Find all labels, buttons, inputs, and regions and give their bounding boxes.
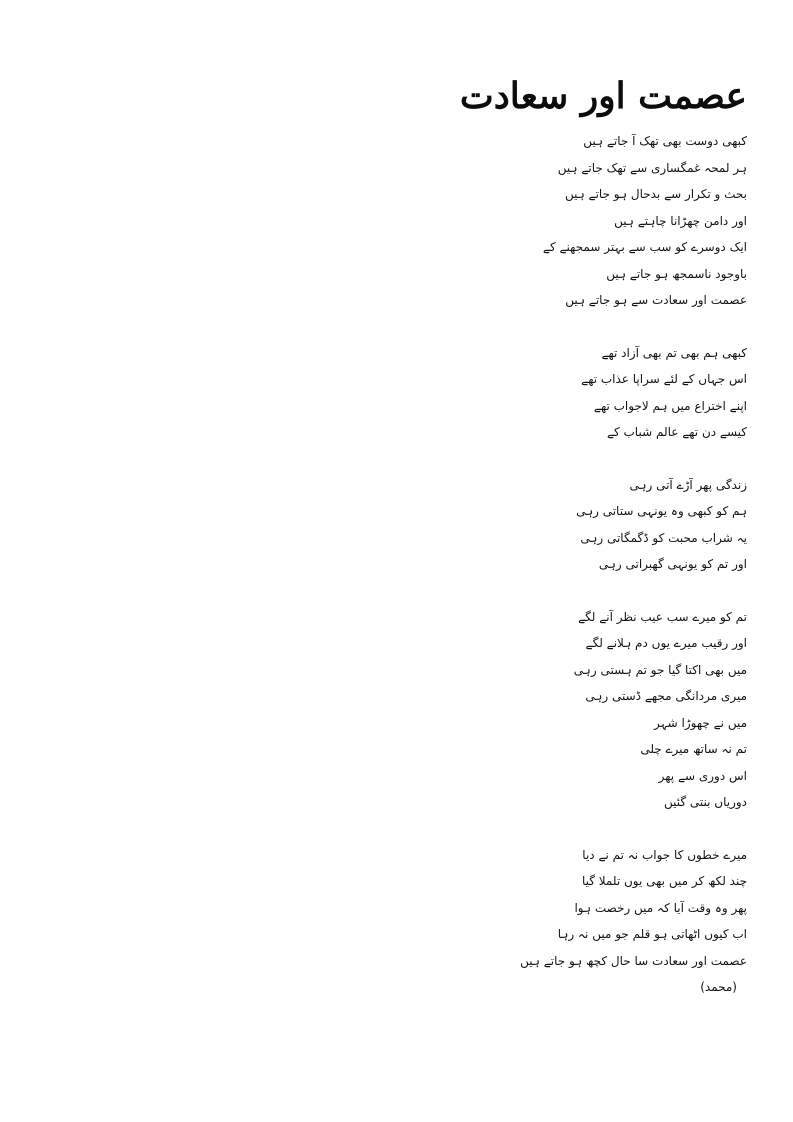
poem-line: بحث و تکرار سے بدحال ہو جاتے ہیں (564, 187, 747, 201)
poem-line: اپنے اختراع میں ہم لاجواب تھے (593, 398, 747, 413)
stanza-2 (447, 340, 747, 446)
poem-line: دوریاں بنتی گئیں (663, 795, 747, 809)
poem-line: ہم کو کبھی وہ یونہی ستاتی رہی (576, 504, 747, 518)
poem-line: تم نہ ساتھ میرے چلی (640, 742, 747, 756)
poem-line: میں بھی اکتا گیا جو تم ہستی رہی (573, 662, 747, 677)
poem-line: میرے خطوں کا جواب نہ تم نے دیا (582, 847, 747, 862)
poem-line: ایک دوسرے کو سب سے بہتر سمجھنے کے (542, 240, 747, 254)
poem-line: میری مردانگی مجھے ڈستی رہی (585, 689, 747, 703)
poem-line: اس دوری سے پھر (658, 768, 747, 783)
stanza-5 (447, 842, 747, 975)
author-signature: (محمد) (700, 980, 737, 994)
poem-line: میں نے چھوڑا شہر (654, 715, 747, 730)
poem-title: عصمت اور سعادت (459, 75, 747, 117)
poem-line: کیسے دن تھے عالم شباب کے (606, 425, 747, 439)
stanza-1 (447, 128, 747, 314)
poem (447, 70, 747, 1000)
poem-line: اور دامن چھڑانا چاہتے ہیں (614, 213, 747, 228)
poem-line: پھر وہ وقت آیا کہ میں رخصت ہوا (574, 900, 747, 915)
poem-line: عصمت اور سعادت سا حال کچھ ہو جاتے ہیں (520, 953, 747, 968)
stanza-3 (447, 472, 747, 578)
poem-line: اب کیوں اٹھاتی ہو قلم جو میں نہ رہا (557, 927, 747, 941)
poem-line: یہ شراب محبت کو ڈگمگاتی رہی (580, 530, 747, 545)
poem-line: اور رقیب میرے یوں دم ہلانے لگے (585, 636, 747, 650)
stanza-4 (447, 604, 747, 816)
poem-line: عصمت اور سعادت سے ہو جاتے ہیں (565, 293, 747, 307)
poem-line: ہر لمحہ غمگساری سے تھک جاتے ہیں (557, 160, 747, 175)
poem-line: چند لکھ کر میں بھی یوں تلملا گیا (581, 874, 747, 888)
poem-line: تم کو میرے سب عیب نظر آنے لگے (578, 609, 747, 624)
poem-line: زندگی پھر آڑے آتی رہی (629, 477, 747, 492)
poem-line: باوجود ناسمجھ ہو جاتے ہیں (606, 266, 747, 281)
poem-line: کبھی ہم بھی تم بھی آزاد تھے (601, 345, 747, 360)
poem-line: کبھی دوست بھی تھک آ جاتے ہیں (583, 134, 747, 148)
poem-line: اور تم کو یونہی گھبراتی رہی (598, 557, 747, 571)
poem-line: اس جہاں کے لئے سراپا عذاب تھے (581, 372, 747, 386)
